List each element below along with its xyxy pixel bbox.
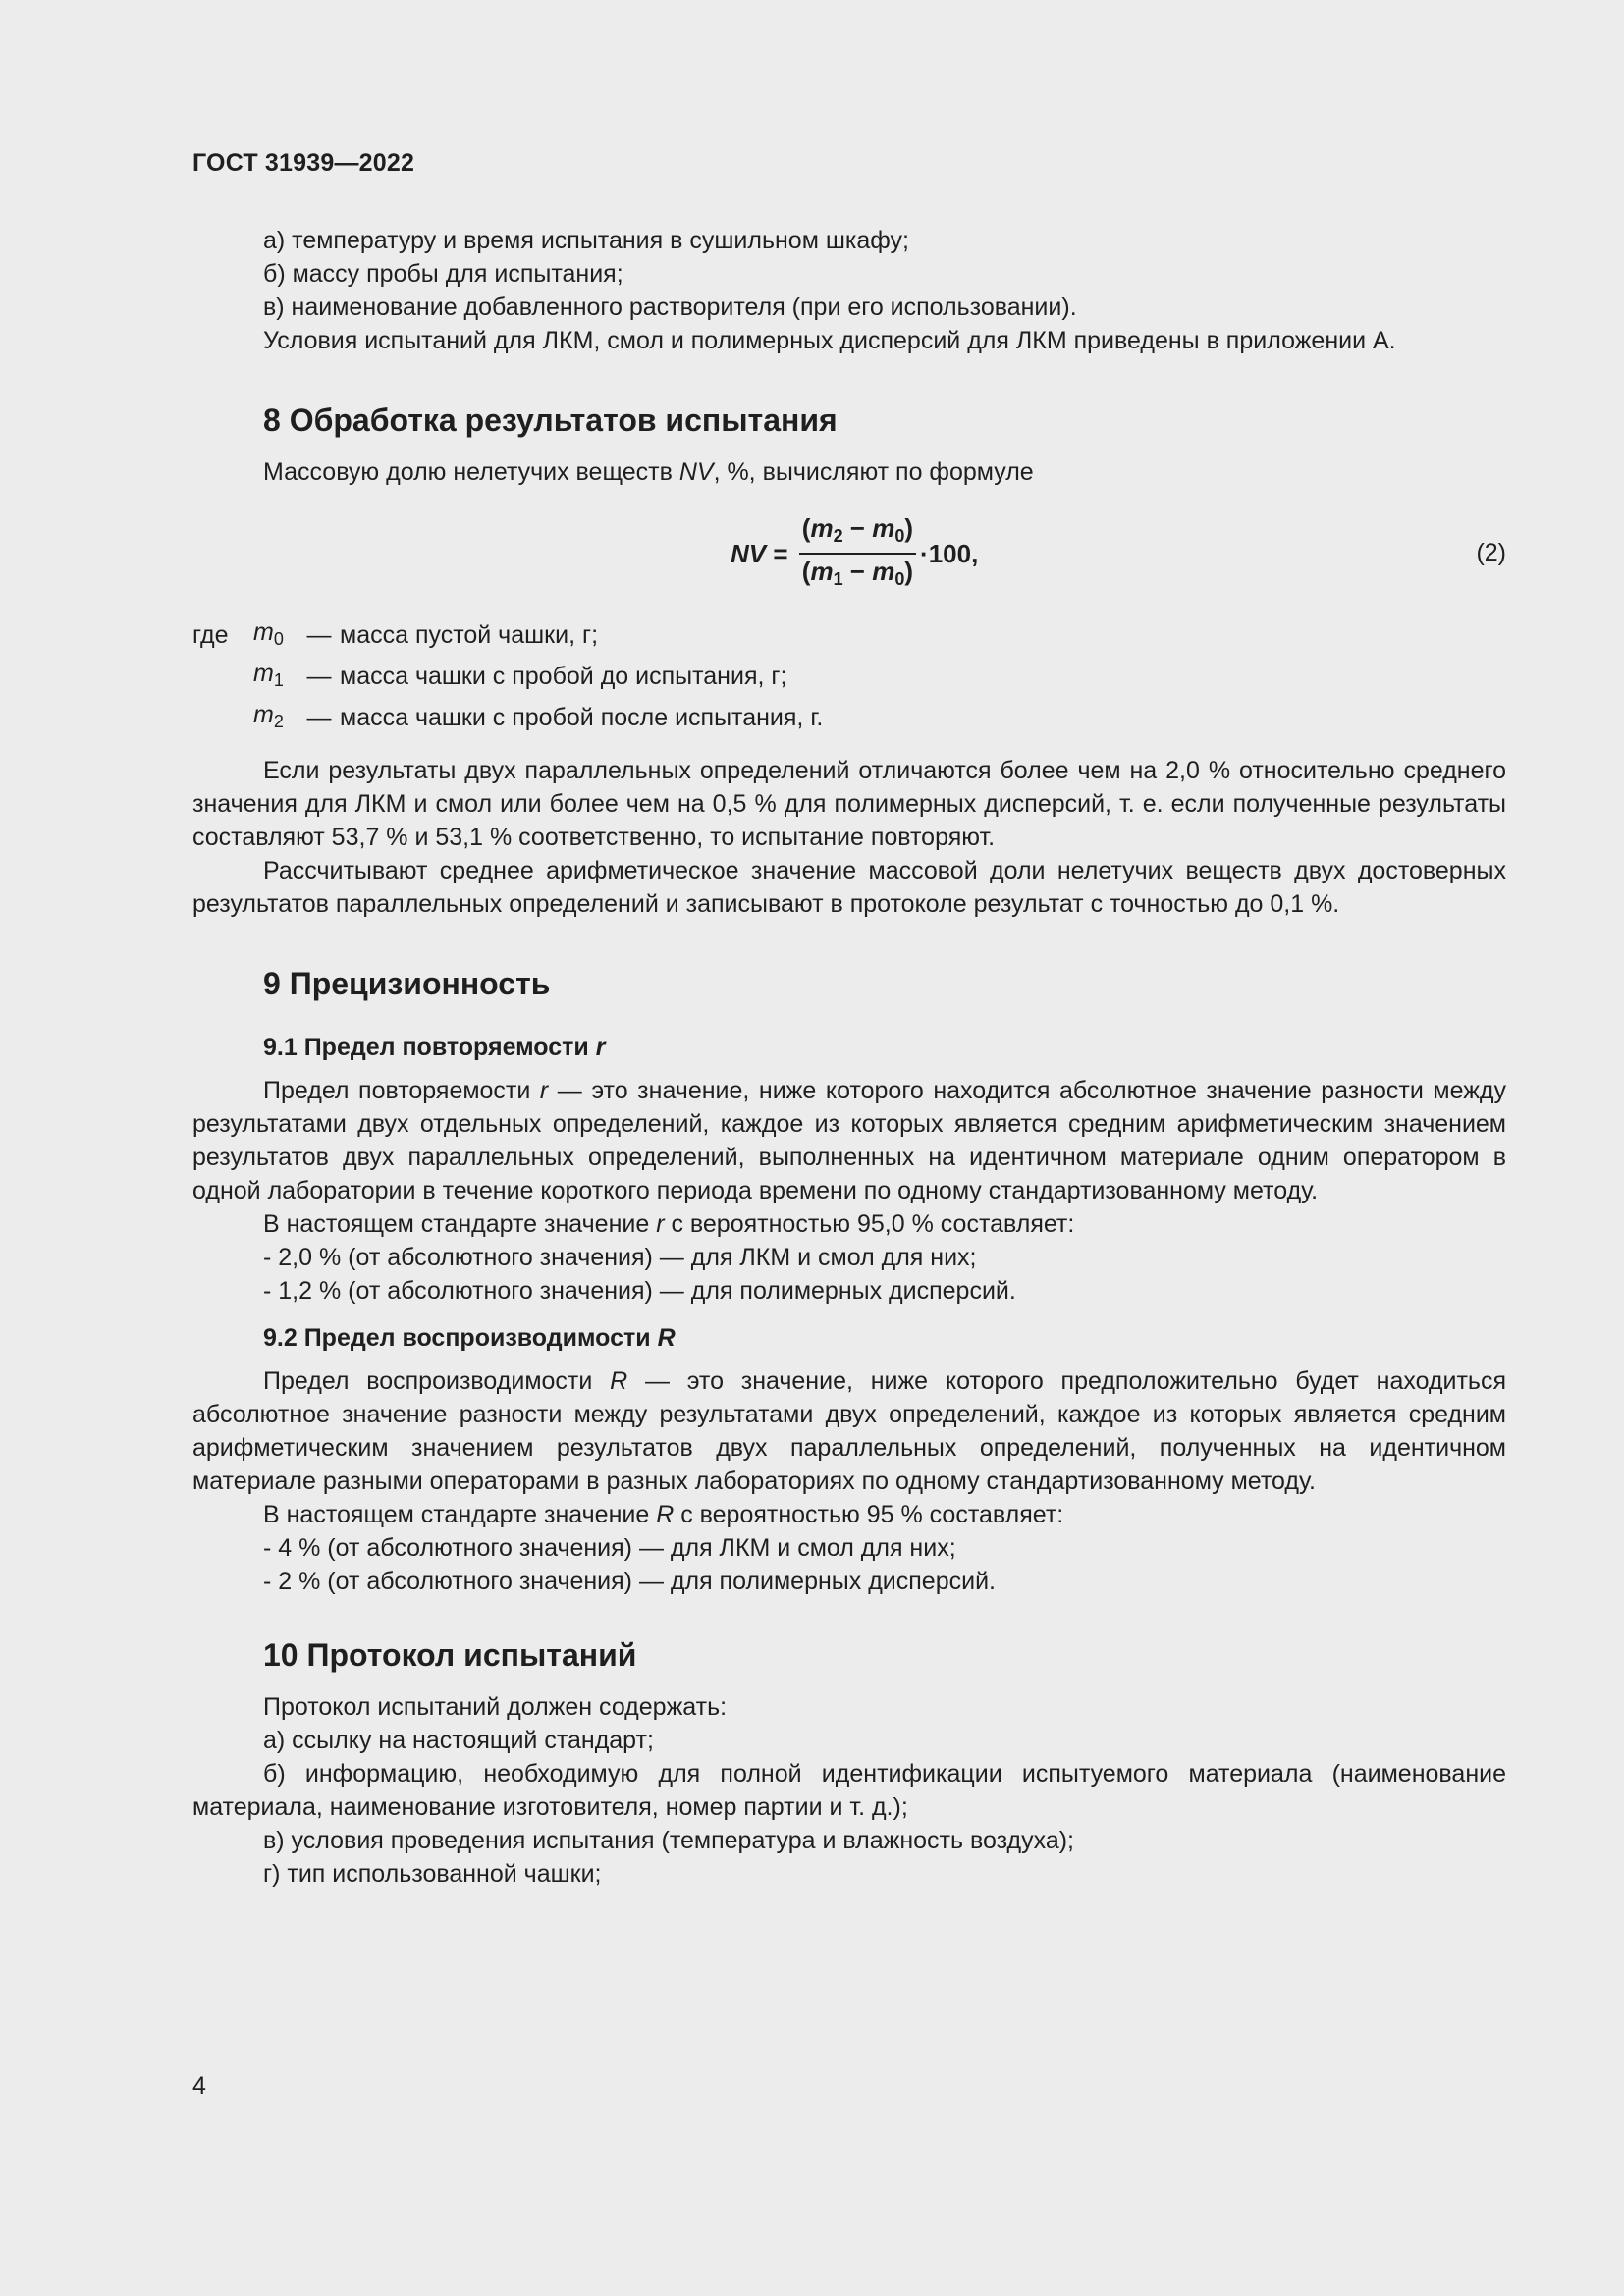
legend-row <box>192 656 823 697</box>
legend-variable: $m_1$ <box>253 659 284 690</box>
legend-row <box>192 614 823 656</box>
list-item: г) тип использованной чашки; <box>263 1860 602 1888</box>
list-item: в) наименование добавленного растворителя (при его использовании). <box>263 294 1077 321</box>
subsection-heading: 9.2 Предел воспроизводимости R <box>263 1324 676 1352</box>
list-item: - 2,0 % (от абсолютного значения) — для ЛКМ и смол для них; <box>263 1244 977 1271</box>
legend-text: масса чашки с пробой до испытания, г; <box>340 663 787 690</box>
section-heading: 8 Обработка результатов испытания <box>263 402 838 438</box>
equation-number: (2) <box>1476 539 1506 566</box>
legend-text: масса чашки с пробой после испытания, г. <box>340 704 824 731</box>
document-header: ГОСТ 31939—2022 <box>192 149 415 177</box>
list-item: - 4 % (от абсолютного значения) — для ЛКМ и смол для них; <box>263 1534 956 1562</box>
legend-dash: — <box>306 704 332 731</box>
page-content <box>192 224 1506 1891</box>
paragraph: Условия испытаний для ЛКМ, смол и полимерных дисперсий для ЛКМ приведены в приложении А. <box>263 327 1396 354</box>
formula-legend <box>192 614 823 738</box>
paragraph: В настоящем стандарте значение r с вероятностью 95,0 % составляет: <box>263 1210 1075 1238</box>
list-item: а) ссылку на настоящий стандарт; <box>263 1727 654 1754</box>
list-item: в) условия проведения испытания (температура и влажность воздуха); <box>263 1827 1074 1854</box>
legend-row <box>192 697 823 738</box>
paragraph: Предел воспроизводимости R — это значение, ниже которого предположительно будет находиться абсолютное значение разности между результатами двух определений, каждое из которых является средним арифметическим значением результатов двух параллельных определений, полученных на идентичном материале разными операторами в разных лабораториях по одному стандартизованному методу. <box>192 1367 1506 1495</box>
formula: NV = $\frac{(m_2 - m_0)}{(m_1 - m_0)}$ ·100, <box>731 507 978 601</box>
paragraph: В настоящем стандарте значение R с вероятностью 95 % составляет: <box>263 1501 1064 1528</box>
list-item: б) информацию, необходимую для полной идентификации испытуемого материала (наименование материала, наименование изготовителя, номер партии и т. д.); <box>192 1760 1506 1821</box>
list-item: б) массу пробы для испытания; <box>263 260 623 288</box>
paragraph: Предел повторяемости r — это значение, ниже которого находится абсолютное значение разности между результатами двух отдельных определений, каждое из которых является средним арифметическим значением результатов двух параллельных определений, выполненных на идентичном материале одним оператором в одной лаборатории в течение короткого периода времени по одному стандартизованному методу. <box>192 1077 1506 1204</box>
legend-text: масса пустой чашки, г; <box>340 621 599 649</box>
page-number: 4 <box>192 2072 206 2100</box>
legend-variable: $m_2$ <box>253 700 284 731</box>
legend-label: где <box>192 621 229 649</box>
denominator: $(m_1 - m_0)$ <box>801 557 914 589</box>
list-item: - 1,2 % (от абсолютного значения) — для полимерных дисперсий. <box>263 1277 1016 1305</box>
paragraph: Рассчитывают среднее арифметическое значение массовой доли нелетучих веществ двух достоверных результатов параллельных определений и записывают в протоколе результат с точностью до 0,1 %. <box>192 857 1506 918</box>
fraction <box>799 511 916 596</box>
legend-label <box>192 656 253 697</box>
paragraph: Протокол испытаний должен содержать: <box>263 1693 728 1721</box>
legend-variable: $m_0$ <box>253 617 284 649</box>
section-heading: 9 Прецизионность <box>263 966 551 1001</box>
numerator: $(m_2 - m_0)$ <box>801 513 914 546</box>
paragraph: Массовую долю нелетучих веществ NV, %, вычисляют по формуле <box>263 458 1034 486</box>
list-item: а) температуру и время испытания в сушильном шкафу; <box>263 227 910 254</box>
list-item: - 2 % (от абсолютного значения) — для полимерных дисперсий. <box>263 1568 996 1595</box>
legend-dash: — <box>306 621 332 649</box>
legend-dash: — <box>306 663 332 690</box>
paragraph: Если результаты двух параллельных определений отличаются более чем на 2,0 % относительно среднего значения для ЛКМ и смол или более чем на 0,5 % для полимерных дисперсий, т. е. если полученные результаты составляют 53,7 % и 53,1 % соответственно, то испытание повторяют. <box>192 757 1506 851</box>
subsection-heading: 9.1 Предел повторяемости r <box>263 1034 606 1061</box>
formula-block <box>192 507 1506 601</box>
section-heading: 10 Протокол испытаний <box>263 1637 637 1673</box>
legend-label <box>192 697 253 738</box>
